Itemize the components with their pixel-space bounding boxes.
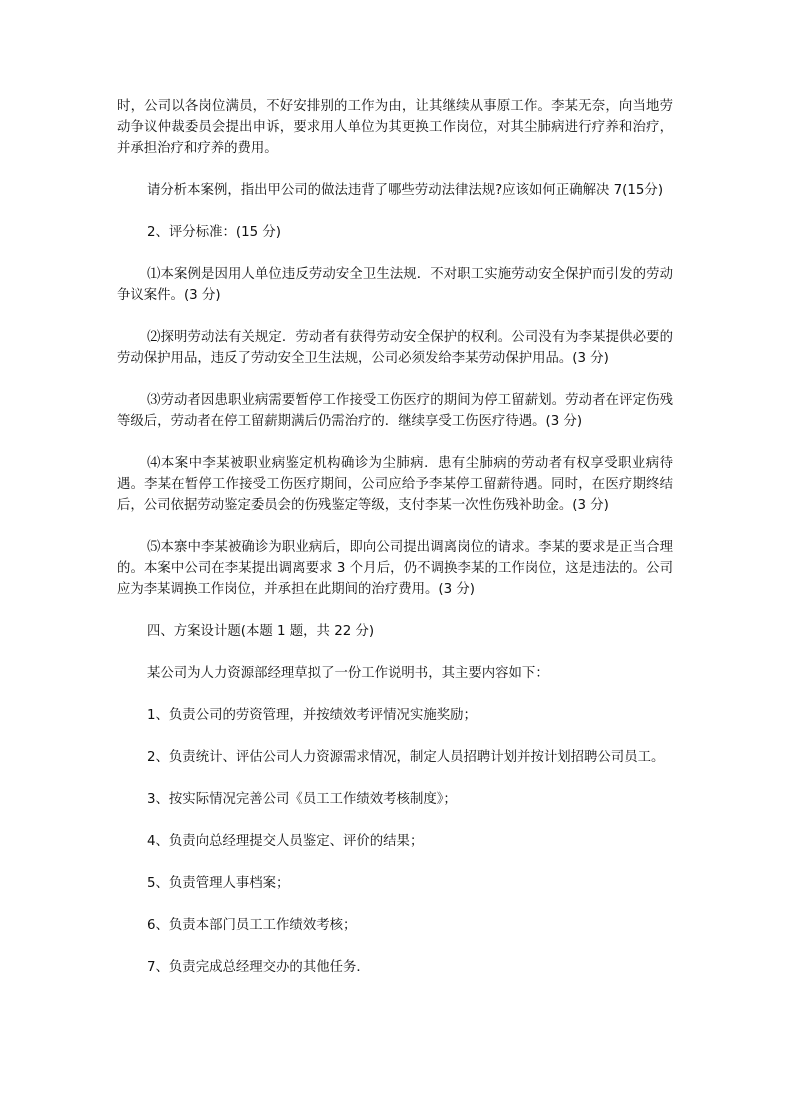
list-item: 6、负责本部门员工工作绩效考核； [147,918,357,933]
paragraph-question: 请分析本案例，指出甲公司的做法违背了哪些劳动法律法规?应该如何正确解决 7(15分) [147,183,664,198]
paragraph-point-4: ⑷本案中李某被职业病鉴定机构确诊为尘肺病．患有尘肺病的劳动者有权享受职业病待遇。李某在暂停工作接受工伤医疗期间，公司应给予李某停工留薪待遇。同时，在医疗期终结后，公司依据劳动鉴定委员会的伤残鉴定等级，支付李某一次性伤残补助金。(3 分) [117,456,673,513]
paragraph-scoring-heading: 2、评分标准：(15 分) [147,225,281,240]
list-item: 5、负责管理人事档案； [147,876,290,891]
list-item: 2、负责统计、评估公司人力资源需求情况，制定人员招聘计划并按计划招聘公司员工。 [147,750,665,765]
list-item: 3、按实际情况完善公司《员工工作绩效考核制度》； [147,792,457,807]
paragraph-point-5: ⑸本寨中李某被确诊为职业病后，即向公司提出调离岗位的请求。李某的要求是正当合理的。本案中公司在李某提出调离要求 3 个月后，仍不调换李某的工作岗位，这是违法的。公司应为李某调换工作岗位，并承担在此期间的治疗费用。(3 分) [117,540,673,597]
paragraph-intro: 某公司为人力资源部经理草拟了一份工作说明书，其主要内容如下： [147,666,549,681]
list-item: 7、负责完成总经理交办的其他任务． [147,960,370,975]
list-item: 1、负责公司的劳资管理，并按绩效考评情况实施奖励； [147,708,477,723]
section-heading: 四、方案设计题(本题 1 题，共 22 分) [147,624,375,639]
paragraph-point-1: ⑴本案例是因用人单位违反劳动安全卫生法规．不对职工实施劳动安全保护而引发的劳动争议案件。(3 分) [117,267,673,303]
paragraph-point-3: ⑶劳动者因患职业病需要暂停工作接受工伤医疗的期间为停工留薪划。劳动者在评定伤残等级后，劳动者在停工留薪期满后仍需治疗的．继续享受工伤医疗待遇。(3 分) [117,393,673,429]
paragraph-case-continuation: 时，公司以各岗位满员，不好安排别的工作为由，让其继续从事原工作。李某无奈，向当地劳动争议仲裁委员会提出申诉，要求用人单位为其更换工作岗位，对其尘肺病进行疗养和治疗，并承担治疗和疗养的费用。 [117,99,673,156]
list-item: 4、负责向总经理提交人员鉴定、评价的结果； [147,834,424,849]
paragraph-point-2: ⑵探明劳动法有关规定．劳动者有获得劳动安全保护的权利。公司没有为李某提供必要的劳动保护用品，违反了劳动安全卫生法规，公司必须发给李某劳动保护用品。(3 分) [117,330,673,366]
document-page [117,96,673,999]
